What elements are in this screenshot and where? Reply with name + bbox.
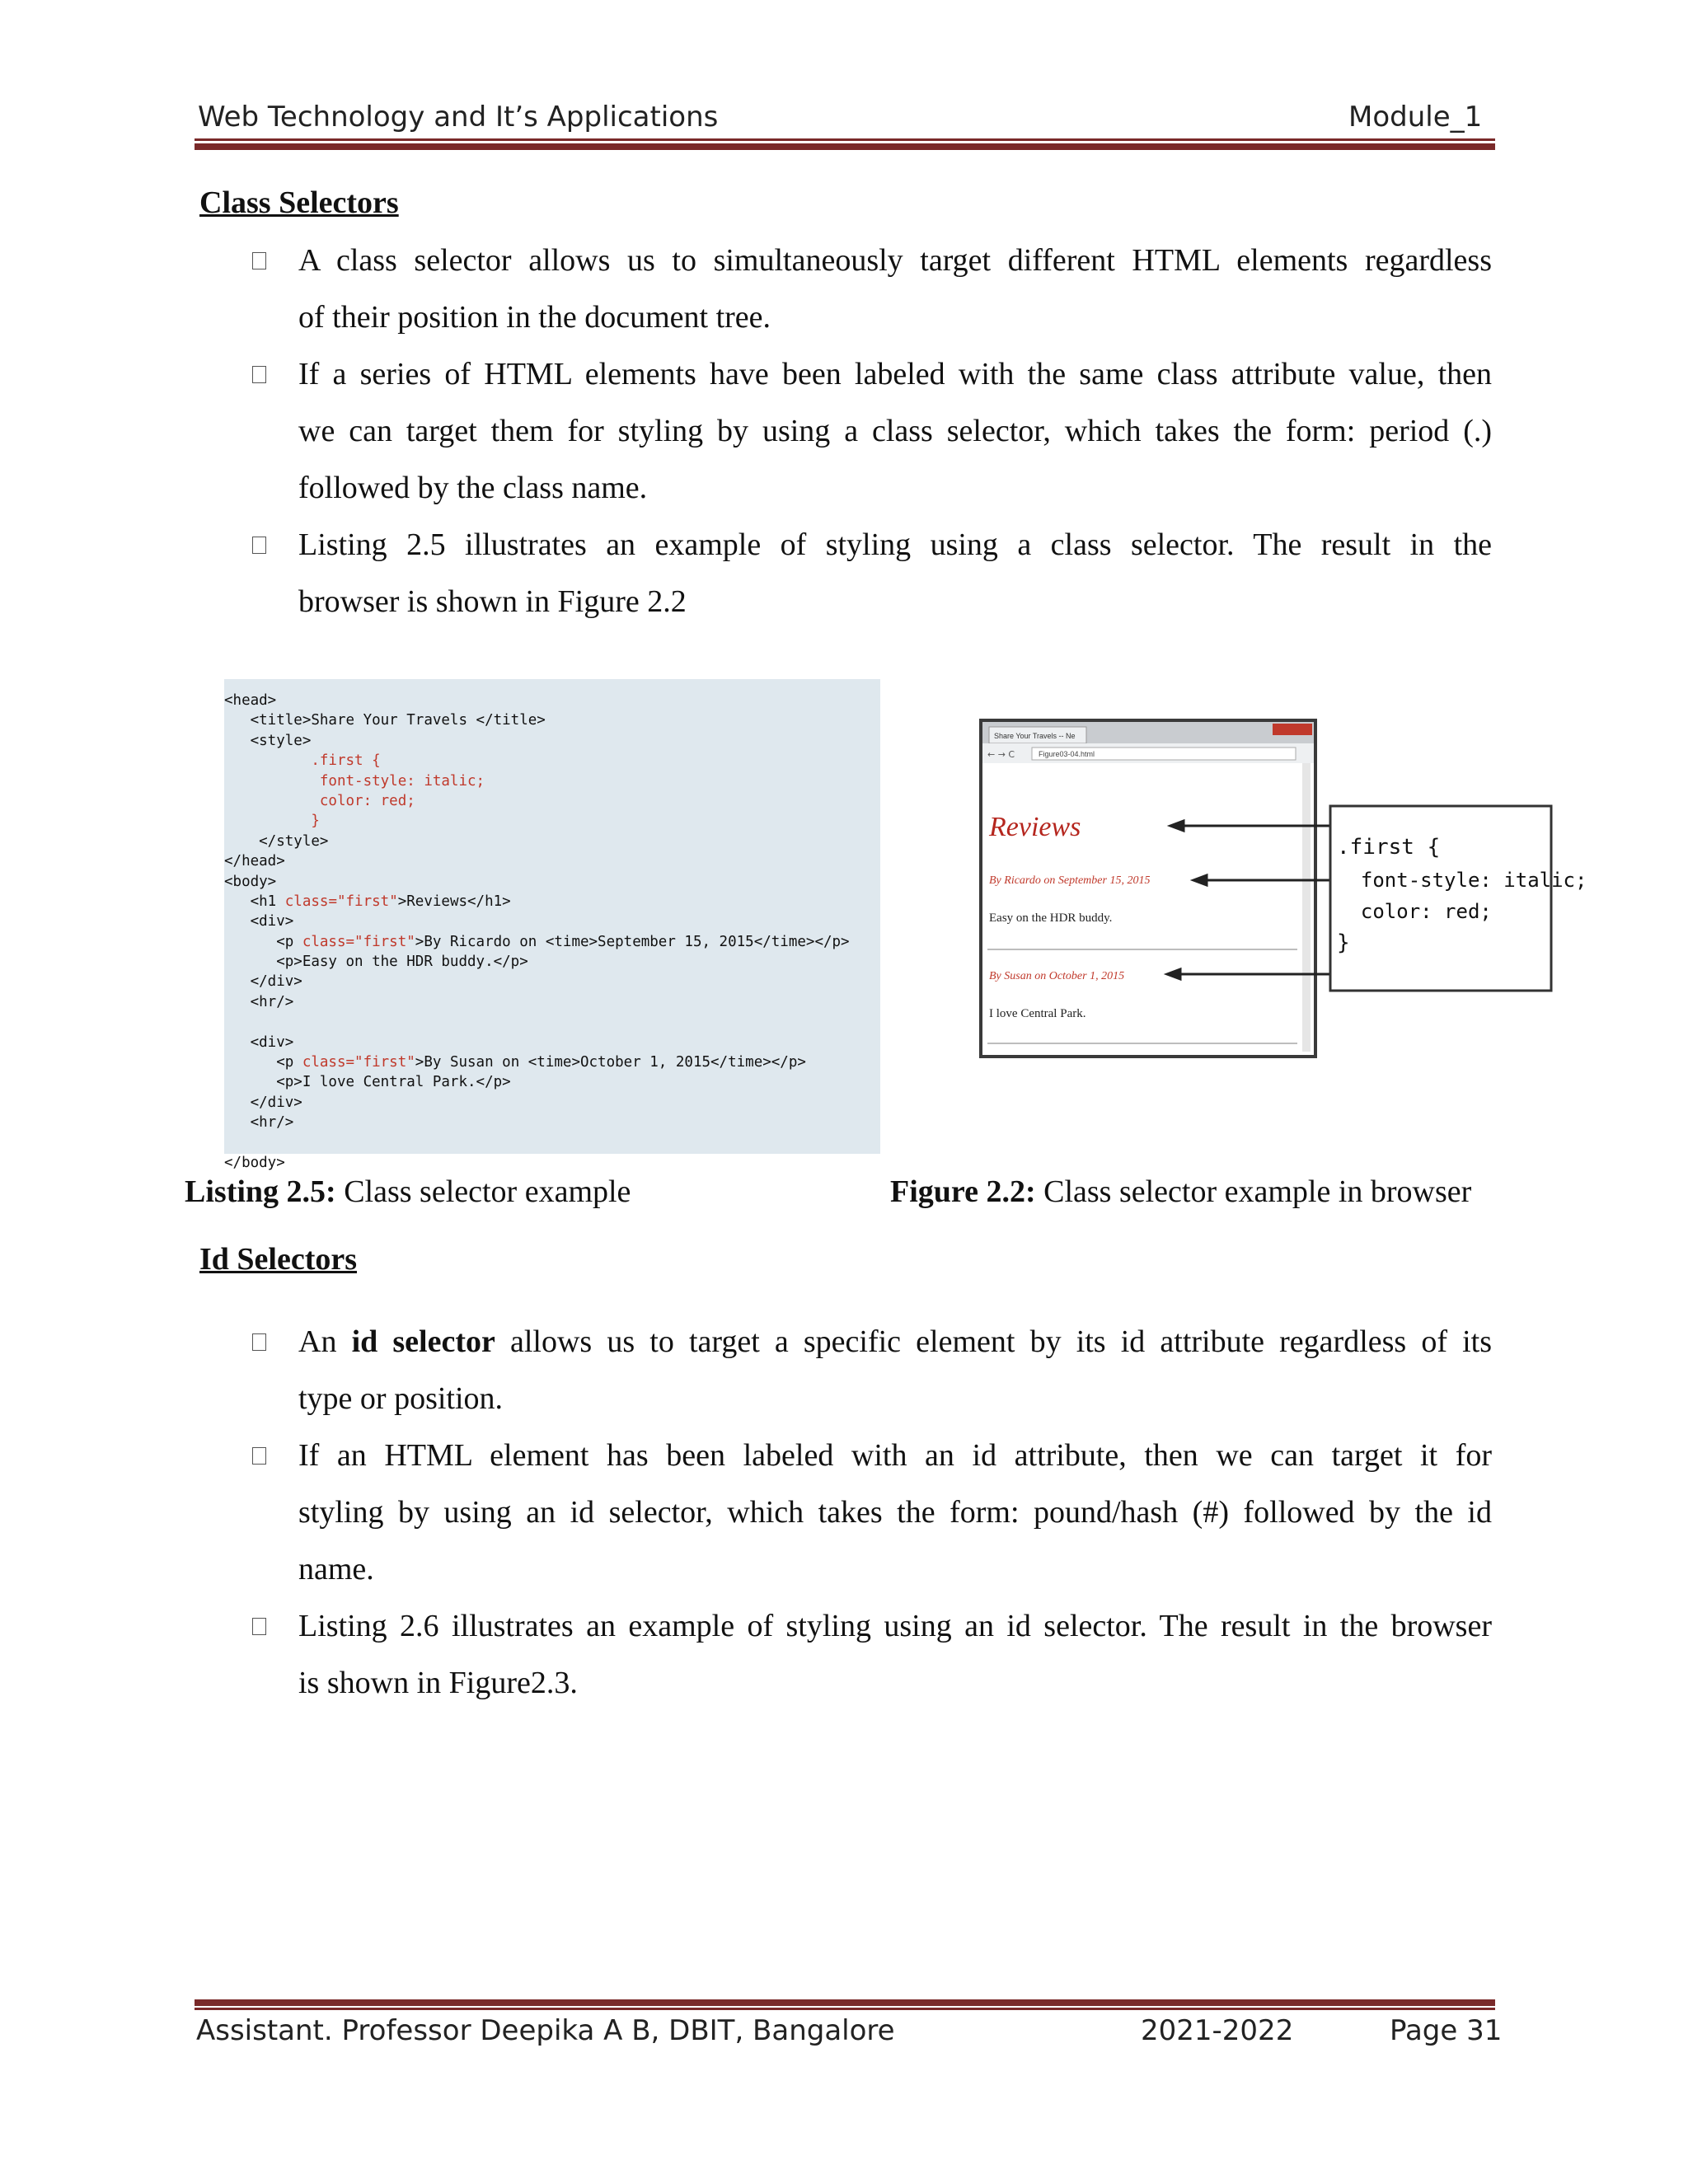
bullet-item — [247, 1314, 1492, 1427]
bullet-line: followed by the class name. — [298, 471, 648, 505]
bold-term: id selector — [351, 1324, 495, 1359]
code-token: </div> — [224, 973, 302, 991]
css-line-2: font-style: italic; — [1337, 869, 1587, 892]
header-title: Web Technology and It’s Applications — [198, 101, 719, 134]
code-line — [224, 972, 880, 991]
code-token: </style> — [224, 832, 329, 850]
review-text-2: I love Central Park. — [989, 1007, 1086, 1020]
code-line — [224, 710, 880, 730]
code-token-highlight: .first { — [224, 752, 381, 770]
code-line — [224, 892, 880, 912]
code-token: <h1 — [224, 893, 285, 910]
figure-caption-label: Figure 2.2: — [890, 1174, 1036, 1209]
code-line — [224, 912, 880, 931]
footer-year: 2021-2022 — [1141, 2014, 1294, 2047]
bullet-box-icon — [252, 252, 266, 269]
bullet-item — [247, 1427, 1492, 1598]
code-line — [224, 691, 880, 710]
code-listing-2-5 — [224, 679, 880, 1171]
bullet-item — [247, 346, 1492, 517]
code-token-highlight: color: red; — [224, 792, 415, 809]
code-token-highlight: class="first" — [284, 893, 398, 910]
bullet-line: of their position in the document tree. — [298, 300, 771, 335]
code-line — [224, 872, 880, 892]
code-token: >Reviews</h1> — [397, 893, 511, 910]
code-token: </body> — [224, 1154, 285, 1171]
css-line-1: .first { — [1337, 835, 1441, 860]
code-token: <div> — [224, 913, 294, 930]
browser-window — [981, 720, 1315, 1057]
code-line — [224, 731, 880, 751]
code-token: <p — [224, 933, 302, 950]
code-token: <p>Easy on the HDR buddy.</p> — [224, 954, 528, 971]
code-token: <div> — [224, 1033, 294, 1051]
code-line — [224, 1052, 880, 1072]
code-line — [224, 1113, 880, 1132]
code-line — [224, 952, 880, 972]
browser-figure-svg — [981, 720, 1587, 1066]
browser-close-icon — [1273, 724, 1312, 735]
code-line — [224, 1072, 880, 1092]
code-token: <hr/> — [224, 993, 294, 1010]
header-module: Module_1 — [1348, 101, 1483, 134]
code-line — [224, 851, 880, 871]
code-token-highlight: class="first" — [302, 933, 415, 950]
bullet-box-icon — [252, 537, 266, 554]
code-line — [224, 751, 880, 771]
nav-buttons-icon: ← → C — [987, 749, 1015, 760]
code-token: >By Susan on <time>October 1, 2015</time></p> — [415, 1054, 806, 1071]
bullet-line: is shown in Figure2.3. — [298, 1666, 578, 1700]
byline-susan: By Susan on October 1, 2015 — [989, 970, 1125, 982]
code-line — [224, 932, 880, 952]
browser-tab-title: Share Your Travels -- Ne — [994, 732, 1076, 740]
code-token-highlight: } — [224, 813, 320, 830]
code-line — [224, 1033, 880, 1052]
figure-caption-text: Class selector example in browser — [1035, 1174, 1472, 1209]
footer-page: Page 31 — [1390, 2014, 1503, 2047]
footer-rule-thick — [195, 1999, 1495, 2006]
bullet-line: we can target them for styling by using a class selector, which takes the form: period (.) — [298, 414, 1492, 448]
bullet-box-icon — [252, 1333, 266, 1351]
code-line — [224, 1093, 880, 1113]
bullet-line: If a series of HTML elements have been labeled with the same class attribute value, then — [298, 357, 1492, 391]
code-token: <hr/> — [224, 1114, 294, 1132]
code-token: <p — [224, 1054, 302, 1071]
css-callout-box — [1330, 806, 1551, 991]
figure-caption — [890, 1174, 1471, 1210]
code-token: <head> — [224, 692, 277, 709]
bullet-line: styling by using an id selector, which takes the form: pound/hash (#) followed by the id — [298, 1495, 1492, 1530]
section-title-class-selectors: Class Selectors — [199, 185, 399, 220]
code-token-highlight: class="first" — [302, 1054, 415, 1071]
bullet-box-icon — [252, 366, 266, 383]
bullet-line: A class selector allows us to simultaneously target different HTML elements regardless — [298, 243, 1492, 278]
review-text-1: Easy on the HDR buddy. — [989, 912, 1113, 925]
code-token: <title>Share Your Travels </title> — [224, 712, 546, 729]
code-line — [224, 1153, 880, 1173]
listing-caption-text: Class selector example — [335, 1174, 631, 1209]
bullet-item — [247, 232, 1492, 346]
bullet-line: Listing 2.5 illustrates an example of styling using a class selector. The result in the — [298, 527, 1492, 562]
header-rule-thick — [195, 143, 1495, 150]
css-line-4: } — [1337, 930, 1350, 955]
bullet-line: Listing 2.6 illustrates an example of styling using an id selector. The result in the browser — [298, 1609, 1492, 1643]
code-line — [224, 1012, 880, 1032]
header-rule-thin — [195, 138, 1495, 141]
reviews-heading: Reviews — [989, 812, 1081, 842]
id-selectors-bullet-list — [247, 1314, 1492, 1712]
code-token-highlight: font-style: italic; — [224, 772, 485, 790]
bullet-item — [247, 1598, 1492, 1712]
bullet-line: name. — [298, 1552, 374, 1586]
figure-2-2 — [981, 720, 1587, 1071]
address-text: Figure03-04.html — [1039, 750, 1095, 758]
code-token: <body> — [224, 873, 277, 890]
code-token: <style> — [224, 732, 312, 749]
text-span: allows us to target a specific element by its id attribute regardless of its — [495, 1324, 1493, 1359]
byline-ricardo: By Ricardo on September 15, 2015 — [989, 874, 1151, 887]
listing-caption — [185, 1174, 631, 1210]
listing-caption-label: Listing 2.5: — [185, 1174, 336, 1209]
code-token: </head> — [224, 853, 285, 870]
code-line — [224, 791, 880, 811]
code-line — [224, 832, 880, 851]
bullet-line — [298, 1314, 1492, 1371]
bullet-item — [247, 517, 1492, 630]
code-line — [224, 1133, 880, 1153]
code-token: >By Ricardo on <time>September 15, 2015</time></p> — [415, 933, 850, 950]
footer-author: Assistant. Professor Deepika A B, DBIT, Bangalore — [196, 2014, 895, 2047]
code-token: </div> — [224, 1094, 302, 1111]
section-title-id-selectors: Id Selectors — [199, 1242, 358, 1277]
class-selectors-bullet-list — [247, 232, 1492, 630]
bullet-box-icon — [252, 1447, 266, 1465]
code-line — [224, 811, 880, 831]
footer-rule-thin — [195, 2008, 1495, 2010]
code-line — [224, 771, 880, 791]
css-line-3: color: red; — [1337, 900, 1492, 923]
code-line — [224, 992, 880, 1012]
bullet-line: If an HTML element has been labeled with an id attribute, then we can target it for — [298, 1438, 1492, 1473]
bullet-box-icon — [252, 1618, 266, 1635]
bullet-line: type or position. — [298, 1381, 504, 1416]
code-token: <p>I love Central Park.</p> — [224, 1074, 511, 1091]
browser-scrollbar — [1302, 763, 1311, 1052]
bullet-line: browser is shown in Figure 2.2 — [298, 584, 687, 619]
text-span: An — [298, 1324, 352, 1359]
